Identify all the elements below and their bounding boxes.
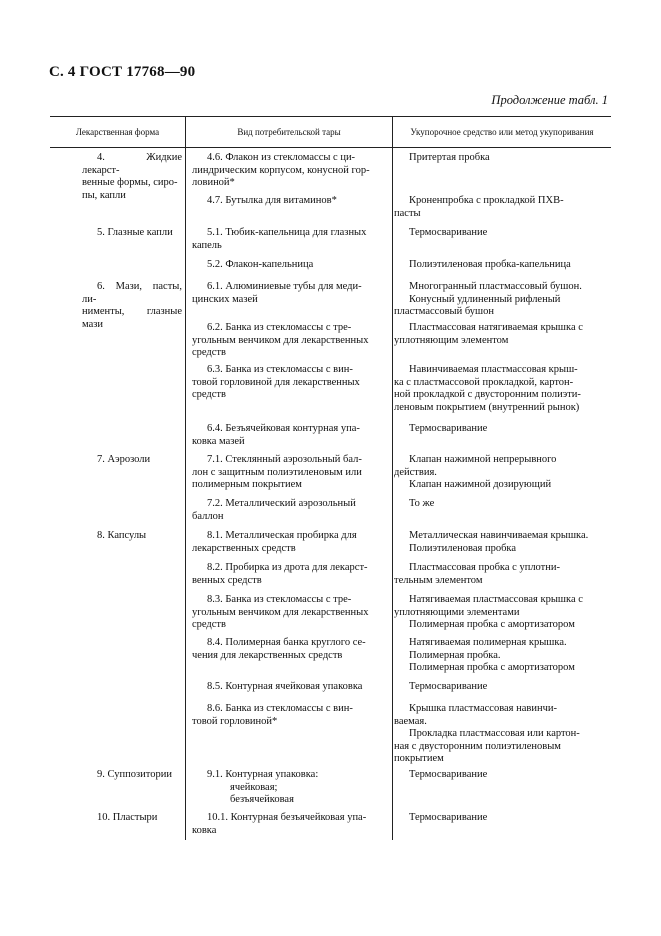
closure-cell-8-4 [394,637,596,675]
closure-line: Термосваривание [409,227,488,238]
form-line: 9. Суппозитории [97,769,172,780]
container-line: лекарственных средств [192,542,296,554]
closure-line: Полиэтиленовая пробка-капельница [409,259,571,270]
closure-line: Термосваривание [409,423,488,434]
form-line: 5. Глазные капли [97,227,173,238]
container-line: 8.1. Металлическая пробирка для [207,530,357,541]
container-line: 7.1. Стеклянный аэрозольный бал- [207,454,362,465]
table-continuation-label: Продолжение табл. 1 [491,93,608,107]
closure-line: Крышка пластмассовая навинчи- [409,703,557,714]
form-cell-8 [82,530,182,543]
closure-line: ка с пластмассовой прокладкой, картон- [394,376,574,388]
container-line: безъячейковая [230,794,294,805]
form-line: венные формы, сиро- [82,177,178,188]
closure-cell-6-3 [394,364,596,414]
closure-cell-7-2 [394,498,596,511]
column-header-closure: Укупорочное средство или метод укупоривания [410,126,594,137]
container-line: средств [192,389,226,400]
closure-line: ваемая. [394,715,427,727]
closure-cell-7-1 [394,454,596,492]
container-line: цинских мазей [192,293,258,305]
closure-line: Пластмассовая пробка с уплотни- [409,562,560,573]
closure-cell-8-1 [394,530,596,555]
form-line: 6. Мази, пасты, ли- [82,281,182,305]
closure-line: Натягиваемая полимерная крышка. [409,637,567,648]
closure-line: покрытием [394,753,444,764]
closure-line: Притертая пробка [409,152,490,163]
container-line: 4.6. Флакон из стекломассы с ци- [207,152,356,163]
form-cell-4 [82,152,182,202]
closure-line: Термосваривание [409,812,488,823]
closure-cell-8-2 [394,562,596,587]
container-cell-5-2 [192,259,384,272]
container-cell-9-1 [192,769,384,807]
container-line: 5.2. Флакон-капельница [207,259,314,270]
container-line: 6.1. Алюминиевые тубы для меди- [207,281,362,292]
closure-line: Полиэтиленовая пробка [409,542,517,554]
closure-line: Металлическая навинчиваемая крышка. [409,530,589,541]
container-line: баллон [192,510,224,522]
container-line: 8.6. Банка из стекломассы с вин- [207,703,353,714]
container-cell-6-1 [192,281,384,306]
closure-line: Конусный удлиненный рифленый [409,293,561,305]
closure-line: Кроненпробка с прокладкой ПХВ- [409,195,564,206]
column-header-container: Вид потребительской тары [237,126,341,137]
form-cell-6 [82,281,182,331]
closure-line: тельным элементом [394,574,483,586]
container-cell-7-1 [192,454,384,492]
form-line: 4. Жидкие лекарст- [82,152,182,176]
container-line: ковка [192,824,217,836]
column-divider-1 [185,116,186,840]
container-line: товой горловиной для лекарственных [192,376,360,388]
container-line: лон с защитным полиэтиленовым или [192,466,362,478]
closure-line: Полимерная пробка с амортизатором [409,662,575,673]
container-line: 6.2. Банка из стекломассы с тре- [207,322,352,333]
container-line: 8.4. Полимерная банка круглого се- [207,637,366,648]
container-cell-6-3 [192,364,384,402]
container-line: ловиной* [192,177,235,188]
container-line: ковка мазей [192,435,245,447]
form-line: пы, капли [82,189,126,201]
container-cell-7-2 [192,498,384,523]
container-line: товой горловиной* [192,715,278,727]
closure-cell-8-5 [394,681,596,694]
container-line: 8.3. Банка из стекломассы с тре- [207,594,352,605]
closure-line: Термосваривание [409,769,488,780]
container-line: 6.4. Безъячейковая контурная упа- [207,423,360,434]
closure-cell-5-1 [394,227,596,240]
closure-cell-5-2 [394,259,596,272]
container-cell-8-1 [192,530,384,555]
closure-line: Клапан нажимной непрерывного [409,454,557,465]
closure-line: Полимерная пробка. [409,649,501,661]
container-line: ячейковая; [230,781,278,793]
container-line: средств [192,619,226,630]
container-line: 8.5. Контурная ячейковая упаковка [207,681,363,692]
container-line: капель [192,239,222,251]
container-cell-6-2 [192,322,384,360]
form-line: 10. Пластыри [97,812,158,823]
container-line: венных средств [192,574,262,586]
column-divider-2 [392,116,393,840]
closure-line: уплотняющими элементами [394,606,520,618]
closure-cell-6-1 [394,281,596,319]
container-line: 5.1. Тюбик-капельница для глазных [207,227,367,238]
closure-cell-10-1 [394,812,596,825]
closure-line: пластмассовый бушон [394,306,494,317]
container-cell-5-1 [192,227,384,252]
closure-cell-4-7 [394,195,596,220]
closure-cell-4-6 [394,152,596,165]
container-cell-8-3 [192,594,384,632]
form-line: нименты, глазные мази [82,306,182,330]
closure-line: То же [409,498,435,509]
container-line: средств [192,347,226,358]
container-line: 10.1. Контурная безъячейковая упа- [207,812,367,823]
page-title: С. 4 ГОСТ 17768—90 [49,64,196,80]
container-cell-8-4 [192,637,384,662]
container-line: 4.7. Бутылка для витаминов* [207,195,337,206]
container-cell-8-6 [192,703,384,728]
container-line: линдрическим корпусом, конусной гор- [192,164,370,176]
column-header-form: Лекарственная форма [75,126,160,137]
closure-cell-8-3 [394,594,596,632]
closure-line: Полимерная пробка с амортизатором [409,619,575,630]
closure-line: Термосваривание [409,681,488,692]
closure-line: Навинчиваемая пластмассовая крыш- [409,364,578,375]
closure-line: леновым покрытием (внутренний рынок) [394,401,580,413]
container-cell-6-4 [192,423,384,448]
form-cell-9 [82,769,182,782]
form-cell-10 [82,812,182,825]
container-line: полимерным покрытием [192,479,302,490]
form-line: 7. Аэрозоли [97,454,151,465]
table-header-rule [50,147,611,148]
container-line: чения для лекарственных средств [192,649,343,661]
closure-line: пасты [394,207,421,219]
closure-line: Прокладка пластмассовая или картон- [409,728,580,739]
form-cell-7 [82,454,182,467]
closure-cell-9-1 [394,769,596,782]
closure-line: Пластмассовая натягиваемая крышка с [409,322,583,333]
closure-line: Натягиваемая пластмассовая крышка с [409,594,583,605]
container-line: 9.1. Контурная упаковка: [207,769,319,780]
container-line: 8.2. Пробирка из дрота для лекарст- [207,562,368,573]
closure-cell-6-4 [394,423,596,436]
closure-line: Клапан нажимной дозирующий [409,479,552,490]
closure-line: действия. [394,466,437,478]
container-cell-8-5 [192,681,384,694]
container-line: угольным венчиком для лекарственных [192,334,369,346]
closure-cell-6-2 [394,322,596,347]
closure-line: Многогранный пластмассовый бушон. [409,281,582,292]
container-cell-4-6 [192,152,384,190]
container-cell-8-2 [192,562,384,587]
form-line: 8. Капсулы [97,530,147,541]
closure-line: ной прокладкой с двусторонним полиэти- [394,389,581,400]
container-cell-4-7 [192,195,384,208]
form-cell-5 [82,227,182,240]
container-line: 6.3. Банка из стекломассы с вин- [207,364,353,375]
closure-line: ная с двусторонним полиэтиленовым [394,740,561,752]
container-cell-10-1 [192,812,384,837]
closure-cell-8-6 [394,703,596,766]
container-line: 7.2. Металлический аэрозольный [207,498,356,509]
closure-line: уплотняющим элементом [394,334,509,346]
container-line: угольным венчиком для лекарственных [192,606,369,618]
